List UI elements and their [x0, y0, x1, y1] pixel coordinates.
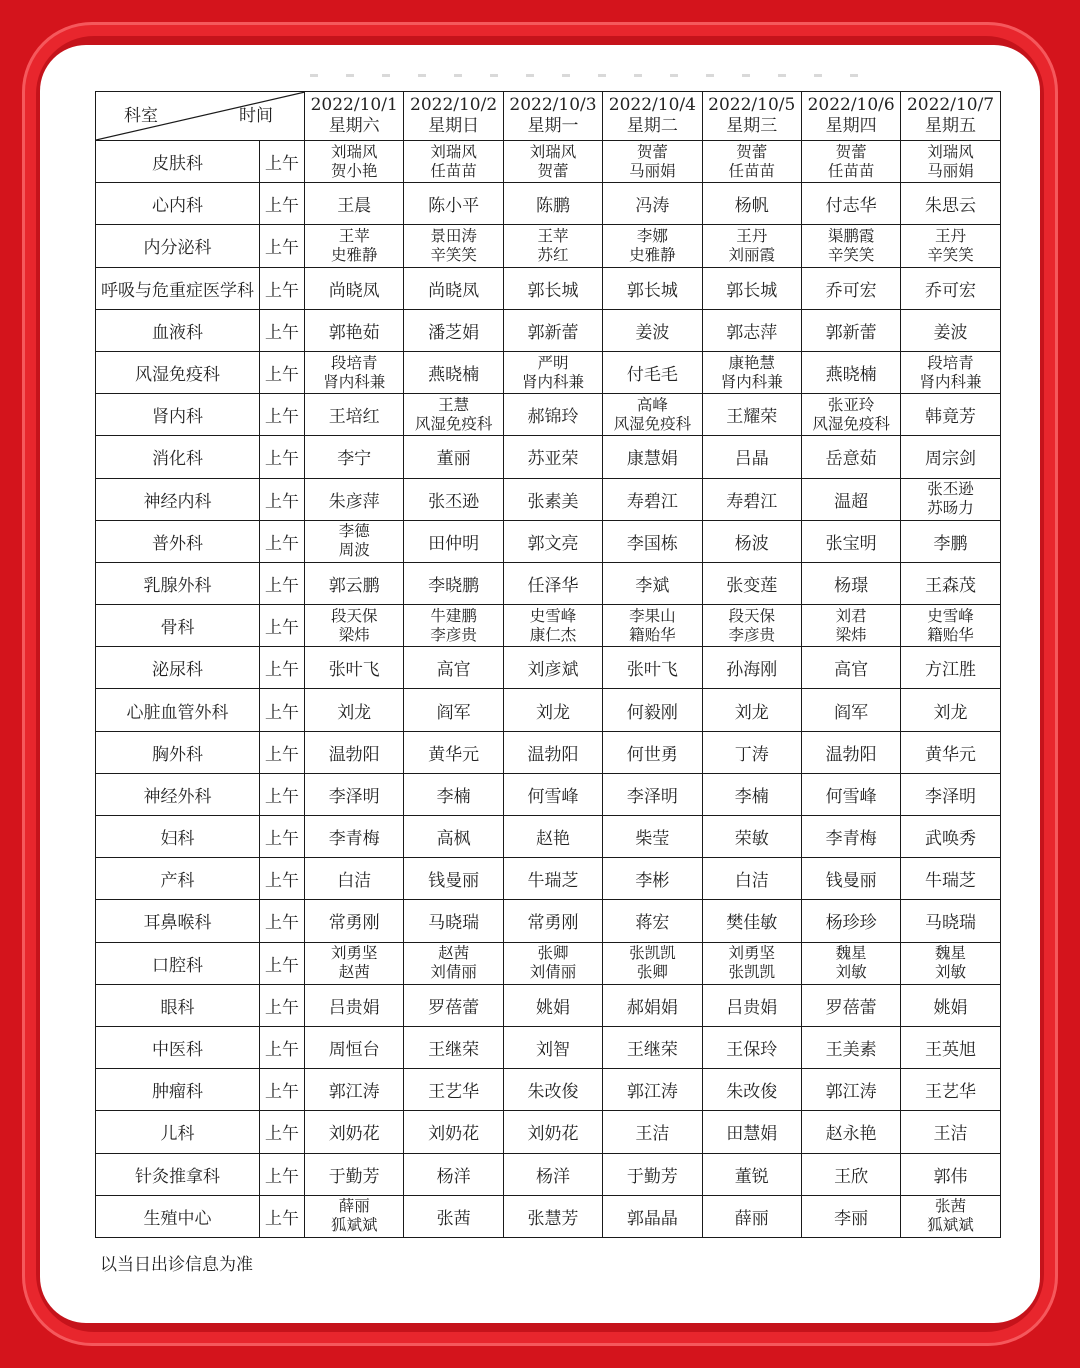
doctor-cell: 燕晓楠: [801, 351, 900, 393]
table-row: [96, 605, 1001, 647]
time-cell: 上午: [260, 605, 305, 647]
doctor-cell: 张叶飞: [603, 647, 702, 689]
time-cell: 上午: [260, 1111, 305, 1153]
time-cell: 上午: [260, 478, 305, 520]
doctor-cell: 王保玲: [702, 1026, 801, 1068]
date-header-1: [305, 92, 404, 141]
table-row: [96, 1195, 1001, 1237]
doctor-cell: 李果山 籍贻华: [603, 605, 702, 647]
doctor-cell: 韩竟芳: [901, 394, 1000, 436]
doctor-cell: 高枫: [404, 816, 503, 858]
doctor-cell: 刘勇坚 张凯凯: [702, 942, 801, 984]
doctor-cell: 郭志萍: [702, 309, 801, 351]
doctor-cell: 严明 肾内科兼: [503, 351, 602, 393]
doctor-cell: 于勤芳: [305, 1153, 404, 1195]
doctor-cell: 段天保 梁炜: [305, 605, 404, 647]
dept-cell: 消化科: [96, 436, 260, 478]
doctor-cell: 何世勇: [603, 731, 702, 773]
dept-cell: 心脏血管外科: [96, 689, 260, 731]
doctor-cell: 牛瑞芝: [901, 858, 1000, 900]
doctor-cell: 李德 周波: [305, 520, 404, 562]
doctor-cell: 孙海刚: [702, 647, 801, 689]
time-cell: 上午: [260, 816, 305, 858]
footer-note: 以当日出诊信息为准: [100, 1255, 253, 1275]
doctor-cell: 刘奶花: [404, 1111, 503, 1153]
doctor-cell: 李彬: [603, 858, 702, 900]
doctor-cell: 史雪峰 籍贻华: [901, 605, 1000, 647]
table-row: [96, 900, 1001, 942]
date-header-2: [404, 92, 503, 141]
doctor-cell: 蒋宏: [603, 900, 702, 942]
doctor-cell: 乔可宏: [901, 267, 1000, 309]
doctor-cell: 黄华元: [901, 731, 1000, 773]
doctor-cell: 景田涛 辛笑笑: [404, 225, 503, 267]
doctor-cell: 王欣: [801, 1153, 900, 1195]
doctor-cell: 董丽: [404, 436, 503, 478]
doctor-cell: 李楠: [404, 773, 503, 815]
date-label: 2022/10/6: [807, 95, 895, 115]
table-row: [96, 183, 1001, 225]
doctor-cell: 张宝明: [801, 520, 900, 562]
dept-cell: 血液科: [96, 309, 260, 351]
schedule-table: [95, 91, 1001, 1238]
doctor-cell: 张变莲: [702, 562, 801, 604]
doctor-cell: 朱改俊: [503, 1069, 602, 1111]
doctor-cell: 杨洋: [503, 1153, 602, 1195]
doctor-cell: 郭新蕾: [503, 309, 602, 351]
doctor-cell: 马晓瑞: [404, 900, 503, 942]
doctor-cell: 陈小平: [404, 183, 503, 225]
doctor-cell: 杨洋: [404, 1153, 503, 1195]
dept-cell: 中医科: [96, 1026, 260, 1068]
dept-cell: 产科: [96, 858, 260, 900]
date-header-5: [702, 92, 801, 141]
table-row: [96, 436, 1001, 478]
table-row: [96, 141, 1001, 183]
doctor-cell: 王艺华: [901, 1069, 1000, 1111]
dept-cell: 心内科: [96, 183, 260, 225]
weekday-label: 星期五: [925, 116, 977, 136]
doctor-cell: 刘瑞风 任苗苗: [404, 141, 503, 183]
dept-cell: 耳鼻喉科: [96, 900, 260, 942]
dept-cell: 皮肤科: [96, 141, 260, 183]
doctor-cell: 李斌: [603, 562, 702, 604]
doctor-cell: 李泽明: [305, 773, 404, 815]
doctor-cell: 岳意茹: [801, 436, 900, 478]
doctor-cell: 姚娟: [901, 984, 1000, 1026]
table-row: [96, 1069, 1001, 1111]
dept-column-label: 科室: [124, 106, 158, 126]
doctor-cell: 李泽明: [603, 773, 702, 815]
doctor-cell: 刘龙: [305, 689, 404, 731]
doctor-cell: 段天保 李彦贵: [702, 605, 801, 647]
doctor-cell: 郭长城: [503, 267, 602, 309]
date-label: 2022/10/1: [310, 95, 398, 115]
doctor-cell: 丁涛: [702, 731, 801, 773]
doctor-cell: 康慧娟: [603, 436, 702, 478]
date-label: 2022/10/7: [906, 95, 995, 115]
date-header-7: [901, 92, 1000, 141]
doctor-cell: 何毅刚: [603, 689, 702, 731]
time-cell: 上午: [260, 1069, 305, 1111]
doctor-cell: 方江胜: [901, 647, 1000, 689]
doctor-cell: 赵茜 刘倩丽: [404, 942, 503, 984]
time-cell: 上午: [260, 1153, 305, 1195]
doctor-cell: 刘君 梁炜: [801, 605, 900, 647]
doctor-cell: 王慧 风湿免疫科: [404, 394, 503, 436]
doctor-cell: 罗蓓蕾: [404, 984, 503, 1026]
dept-cell: 普外科: [96, 520, 260, 562]
doctor-cell: 吕贵娟: [702, 984, 801, 1026]
time-cell: 上午: [260, 267, 305, 309]
doctor-cell: 郭江涛: [801, 1069, 900, 1111]
doctor-cell: 郭长城: [702, 267, 801, 309]
doctor-cell: 李娜 史雅静: [603, 225, 702, 267]
doctor-cell: 姚娟: [503, 984, 602, 1026]
doctor-cell: 武唤秀: [901, 816, 1000, 858]
time-cell: 上午: [260, 647, 305, 689]
date-header-4: [603, 92, 702, 141]
doctor-cell: 吕晶: [702, 436, 801, 478]
doctor-cell: 张素美: [503, 478, 602, 520]
doctor-cell: 郭长城: [603, 267, 702, 309]
table-row: [96, 562, 1001, 604]
doctor-cell: 王洁: [603, 1111, 702, 1153]
time-cell: 上午: [260, 689, 305, 731]
doctor-cell: 钱曼丽: [801, 858, 900, 900]
time-cell: 上午: [260, 773, 305, 815]
dept-cell: 口腔科: [96, 942, 260, 984]
doctor-cell: 张卿 刘倩丽: [503, 942, 602, 984]
time-cell: 上午: [260, 562, 305, 604]
doctor-cell: 温勃阳: [305, 731, 404, 773]
doctor-cell: 刘奶花: [305, 1111, 404, 1153]
doctor-cell: 阎军: [404, 689, 503, 731]
doctor-cell: 董锐: [702, 1153, 801, 1195]
doctor-cell: 周宗剑: [901, 436, 1000, 478]
doctor-cell: 刘瑞风 贺蕾: [503, 141, 602, 183]
doctor-cell: 李国栋: [603, 520, 702, 562]
doctor-cell: 郭江涛: [305, 1069, 404, 1111]
doctor-cell: 李鹏: [901, 520, 1000, 562]
doctor-cell: 薛丽 狐斌斌: [305, 1195, 404, 1237]
time-cell: 上午: [260, 394, 305, 436]
doctor-cell: 李泽明: [901, 773, 1000, 815]
doctor-cell: 王丹 刘丽霞: [702, 225, 801, 267]
table-row: [96, 267, 1001, 309]
dept-cell: 骨科: [96, 605, 260, 647]
doctor-cell: 王洁: [901, 1111, 1000, 1153]
dept-cell: 风湿免疫科: [96, 351, 260, 393]
doctor-cell: 贺蕾 任苗苗: [702, 141, 801, 183]
doctor-cell: 田仲明: [404, 520, 503, 562]
doctor-cell: 张凯凯 张卿: [603, 942, 702, 984]
faded-title-remnant: [310, 74, 870, 77]
doctor-cell: 李晓鹏: [404, 562, 503, 604]
doctor-cell: 朱改俊: [702, 1069, 801, 1111]
table-row: [96, 647, 1001, 689]
time-cell: 上午: [260, 141, 305, 183]
doctor-cell: 罗蓓蕾: [801, 984, 900, 1026]
dept-cell: 胸外科: [96, 731, 260, 773]
dept-cell: 神经内科: [96, 478, 260, 520]
doctor-cell: 郭新蕾: [801, 309, 900, 351]
weekday-label: 星期三: [726, 116, 778, 136]
doctor-cell: 郭伟: [901, 1153, 1000, 1195]
doctor-cell: 牛建鹏 李彦贵: [404, 605, 503, 647]
doctor-cell: 张慧芳: [503, 1195, 602, 1237]
doctor-cell: 寿碧江: [603, 478, 702, 520]
date-header-6: [801, 92, 900, 141]
table-row: [96, 478, 1001, 520]
doctor-cell: 王继荣: [603, 1026, 702, 1068]
doctor-cell: 李青梅: [801, 816, 900, 858]
dept-cell: 肿瘤科: [96, 1069, 260, 1111]
time-cell: 上午: [260, 900, 305, 942]
doctor-cell: 贺蕾 马丽娟: [603, 141, 702, 183]
doctor-cell: 王培红: [305, 394, 404, 436]
doctor-cell: 尚晓凤: [404, 267, 503, 309]
time-cell: 上午: [260, 351, 305, 393]
doctor-cell: 任泽华: [503, 562, 602, 604]
doctor-cell: 冯涛: [603, 183, 702, 225]
header-row: [96, 92, 1001, 141]
doctor-cell: 赵永艳: [801, 1111, 900, 1153]
doctor-cell: 高官: [404, 647, 503, 689]
doctor-cell: 王耀荣: [702, 394, 801, 436]
doctor-cell: 刘瑞风 马丽娟: [901, 141, 1000, 183]
doctor-cell: 钱曼丽: [404, 858, 503, 900]
doctor-cell: 郭云鹏: [305, 562, 404, 604]
doctor-cell: 刘龙: [503, 689, 602, 731]
doctor-cell: 吕贵娟: [305, 984, 404, 1026]
doctor-cell: 刘龙: [702, 689, 801, 731]
doctor-cell: 郝娟娟: [603, 984, 702, 1026]
table-row: [96, 858, 1001, 900]
doctor-cell: 张丕逊 苏旸力: [901, 478, 1000, 520]
doctor-cell: 刘龙: [901, 689, 1000, 731]
table-row: [96, 816, 1001, 858]
dept-cell: 儿科: [96, 1111, 260, 1153]
doctor-cell: 白洁: [702, 858, 801, 900]
time-cell: 上午: [260, 984, 305, 1026]
doctor-cell: 李丽: [801, 1195, 900, 1237]
doctor-cell: 刘勇坚 赵茜: [305, 942, 404, 984]
doctor-cell: 常勇刚: [305, 900, 404, 942]
header-corner-cell: [96, 92, 305, 141]
doctor-cell: 朱彦萍: [305, 478, 404, 520]
time-cell: 上午: [260, 309, 305, 351]
doctor-cell: 段培青 肾内科兼: [305, 351, 404, 393]
doctor-cell: 王苹 史雅静: [305, 225, 404, 267]
doctor-cell: 尚晓凤: [305, 267, 404, 309]
dept-cell: 妇科: [96, 816, 260, 858]
doctor-cell: 樊佳敏: [702, 900, 801, 942]
doctor-cell: 杨帆: [702, 183, 801, 225]
doctor-cell: 刘彦斌: [503, 647, 602, 689]
doctor-cell: 何雪峰: [801, 773, 900, 815]
weekday-label: 星期一: [527, 116, 579, 136]
doctor-cell: 赵艳: [503, 816, 602, 858]
doctor-cell: 温超: [801, 478, 900, 520]
date-label: 2022/10/3: [509, 95, 597, 115]
doctor-cell: 李宁: [305, 436, 404, 478]
table-row: [96, 689, 1001, 731]
table-row: [96, 309, 1001, 351]
doctor-cell: 阎军: [801, 689, 900, 731]
table-row: [96, 1153, 1001, 1195]
doctor-cell: 姜波: [603, 309, 702, 351]
dept-cell: 神经外科: [96, 773, 260, 815]
doctor-cell: 高峰 风湿免疫科: [603, 394, 702, 436]
doctor-cell: 常勇刚: [503, 900, 602, 942]
dept-cell: 呼吸与危重症医学科: [96, 267, 260, 309]
doctor-cell: 李楠: [702, 773, 801, 815]
dept-cell: 针灸推拿科: [96, 1153, 260, 1195]
table-row: [96, 773, 1001, 815]
doctor-cell: 温勃阳: [503, 731, 602, 773]
doctor-cell: 于勤芳: [603, 1153, 702, 1195]
doctor-cell: 渠鹏霞 辛笑笑: [801, 225, 900, 267]
doctor-cell: 田慧娟: [702, 1111, 801, 1153]
doctor-cell: 姜波: [901, 309, 1000, 351]
table-row: [96, 984, 1001, 1026]
table-row: [96, 1026, 1001, 1068]
weekday-label: 星期四: [825, 116, 877, 136]
doctor-cell: 荣敏: [702, 816, 801, 858]
doctor-cell: 付志华: [801, 183, 900, 225]
doctor-cell: 王艺华: [404, 1069, 503, 1111]
doctor-cell: 王继荣: [404, 1026, 503, 1068]
weekday-label: 星期二: [626, 116, 678, 136]
date-header-3: [503, 92, 602, 141]
time-cell: 上午: [260, 225, 305, 267]
time-cell: 上午: [260, 942, 305, 984]
table-row: [96, 520, 1001, 562]
dept-cell: 内分泌科: [96, 225, 260, 267]
doctor-cell: 郭文亮: [503, 520, 602, 562]
doctor-cell: 郭艳茹: [305, 309, 404, 351]
doctor-cell: 付毛毛: [603, 351, 702, 393]
table-row: [96, 351, 1001, 393]
dept-cell: 乳腺外科: [96, 562, 260, 604]
doctor-cell: 高官: [801, 647, 900, 689]
doctor-cell: 魏星 刘敏: [801, 942, 900, 984]
doctor-cell: 张茜: [404, 1195, 503, 1237]
doctor-cell: 王英旭: [901, 1026, 1000, 1068]
doctor-cell: 王美素: [801, 1026, 900, 1068]
dept-cell: 泌尿科: [96, 647, 260, 689]
date-label: 2022/10/4: [608, 95, 696, 115]
doctor-cell: 杨璟: [801, 562, 900, 604]
dept-cell: 肾内科: [96, 394, 260, 436]
doctor-cell: 刘瑞风 贺小艳: [305, 141, 404, 183]
doctor-cell: 贺蕾 任苗苗: [801, 141, 900, 183]
doctor-cell: 杨波: [702, 520, 801, 562]
doctor-cell: 马晓瑞: [901, 900, 1000, 942]
time-cell: 上午: [260, 858, 305, 900]
doctor-cell: 寿碧江: [702, 478, 801, 520]
doctor-cell: 朱思云: [901, 183, 1000, 225]
time-column-label: 时间: [239, 106, 273, 126]
date-label: 2022/10/5: [708, 95, 796, 115]
table-row: [96, 731, 1001, 773]
doctor-cell: 张亚玲 风湿免疫科: [801, 394, 900, 436]
dept-cell: 眼科: [96, 984, 260, 1026]
doctor-cell: 张叶飞: [305, 647, 404, 689]
time-cell: 上午: [260, 183, 305, 225]
doctor-cell: 史雪峰 康仁杰: [503, 605, 602, 647]
doctor-cell: 乔可宏: [801, 267, 900, 309]
doctor-cell: 黄华元: [404, 731, 503, 773]
doctor-cell: 杨珍珍: [801, 900, 900, 942]
doctor-cell: 魏星 刘敏: [901, 942, 1000, 984]
doctor-cell: 何雪峰: [503, 773, 602, 815]
doctor-cell: 段培青 肾内科兼: [901, 351, 1000, 393]
time-cell: 上午: [260, 520, 305, 562]
doctor-cell: 柴莹: [603, 816, 702, 858]
time-cell: 上午: [260, 1026, 305, 1068]
doctor-cell: 白洁: [305, 858, 404, 900]
time-cell: 上午: [260, 436, 305, 478]
doctor-cell: 陈鹏: [503, 183, 602, 225]
dept-cell: 生殖中心: [96, 1195, 260, 1237]
doctor-cell: 张茜 狐斌斌: [901, 1195, 1000, 1237]
doctor-cell: 潘芝娟: [404, 309, 503, 351]
table-row: [96, 394, 1001, 436]
table-row: [96, 225, 1001, 267]
doctor-cell: 郝锦玲: [503, 394, 602, 436]
doctor-cell: 郭江涛: [603, 1069, 702, 1111]
doctor-cell: 王森茂: [901, 562, 1000, 604]
doctor-cell: 薛丽: [702, 1195, 801, 1237]
doctor-cell: 刘奶花: [503, 1111, 602, 1153]
doctor-cell: 苏亚荣: [503, 436, 602, 478]
doctor-cell: 康艳慧 肾内科兼: [702, 351, 801, 393]
weekday-label: 星期日: [428, 116, 480, 136]
doctor-cell: 燕晓楠: [404, 351, 503, 393]
table-row: [96, 942, 1001, 984]
doctor-cell: 周恒台: [305, 1026, 404, 1068]
doctor-cell: 王晨: [305, 183, 404, 225]
doctor-cell: 牛瑞芝: [503, 858, 602, 900]
time-cell: 上午: [260, 1195, 305, 1237]
time-cell: 上午: [260, 731, 305, 773]
doctor-cell: 王丹 辛笑笑: [901, 225, 1000, 267]
doctor-cell: 刘智: [503, 1026, 602, 1068]
doctor-cell: 李青梅: [305, 816, 404, 858]
doctor-cell: 郭晶晶: [603, 1195, 702, 1237]
doctor-cell: 温勃阳: [801, 731, 900, 773]
doctor-cell: 张丕逊: [404, 478, 503, 520]
date-label: 2022/10/2: [410, 95, 498, 115]
weekday-label: 星期六: [328, 116, 380, 136]
table-row: [96, 1111, 1001, 1153]
doctor-cell: 王苹 苏红: [503, 225, 602, 267]
